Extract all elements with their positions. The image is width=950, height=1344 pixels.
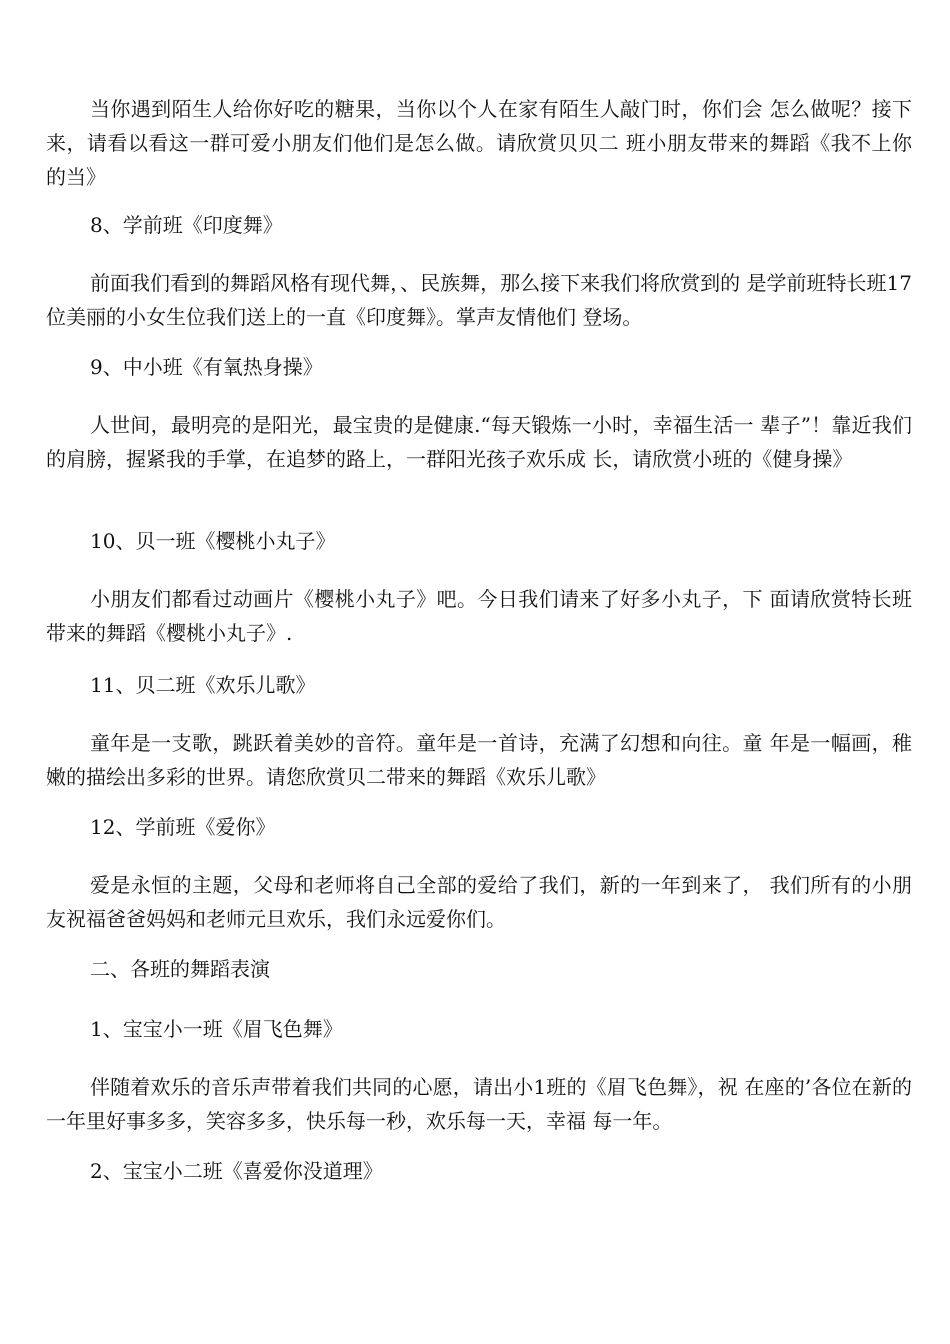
heading-dance-1: 1、宝宝小一班《眉飞色舞》 bbox=[90, 1017, 343, 1041]
heading-item-10: 10、贝一班《樱桃小丸子》 bbox=[90, 529, 336, 553]
paragraph-intro-candy: 当你遇到陌生人给你好吃的糖果，当你以个人在家有陌生人敲门时，你们会 怎么做呢？接下来，请看以看这一群可爱小朋友们他们是怎么做。请欣赏贝贝二 班小朋友带来的舞蹈《我不上你的当》 bbox=[46, 97, 912, 189]
heading-dance-2: 2、宝宝小二班《喜爱你没道理》 bbox=[90, 1159, 383, 1183]
paragraph-item-9: 人世间，最明亮的是阳光，最宝贵的是健康.“每天锻炼一小时，幸福生活一 辈子”！靠近我们的肩膀，握紧我的手掌，在追梦的路上，一群阳光孩子欢乐成 长，请欣赏小班的《健身操》 bbox=[46, 413, 912, 471]
paragraph-dance-1: 伴随着欢乐的音乐声带着我们共同的心愿，请出小1班的《眉飞色舞》，祝 在座的’各位在新的一年里好事多多，笑容多多，快乐每一秒，欢乐每一天，幸福 每一年。 bbox=[46, 1075, 912, 1133]
paragraph-item-8: 前面我们看到的舞蹈风格有现代舞，、民族舞，那么接下来我们将欣赏到的 是学前班特长班17位美丽的小女生位我们送上的一直《印度舞》。掌声友情他们 登场。 bbox=[46, 271, 912, 329]
heading-item-12: 12、学前班《爱你》 bbox=[90, 815, 276, 839]
paragraph-item-12: 爱是永恒的主题，父母和老师将自己全部的爱给了我们，新的一年到来了， 我们所有的小朋友祝福爸爸妈妈和老师元旦欢乐，我们永远爱你们。 bbox=[46, 873, 912, 931]
paragraph-item-11: 童年是一支歌，跳跃着美妙的音符。童年是一首诗，充满了幻想和向往。童 年是一幅画，稚嫩的描绘出多彩的世界。请您欣赏贝二带来的舞蹈《欢乐儿歌》 bbox=[46, 731, 912, 789]
section-heading-dance: 二、各班的舞蹈表演 bbox=[90, 957, 270, 981]
heading-item-11: 11、贝二班《欢乐儿歌》 bbox=[90, 673, 316, 697]
heading-item-8: 8、学前班《印度舞》 bbox=[90, 213, 283, 237]
heading-item-9: 9、中小班《有氧热身操》 bbox=[90, 355, 323, 379]
paragraph-item-10: 小朋友们都看过动画片《樱桃小丸子》吧。今日我们请来了好多小丸子，下 面请欣赏特长班带来的舞蹈《樱桃小丸子》. bbox=[46, 587, 912, 645]
